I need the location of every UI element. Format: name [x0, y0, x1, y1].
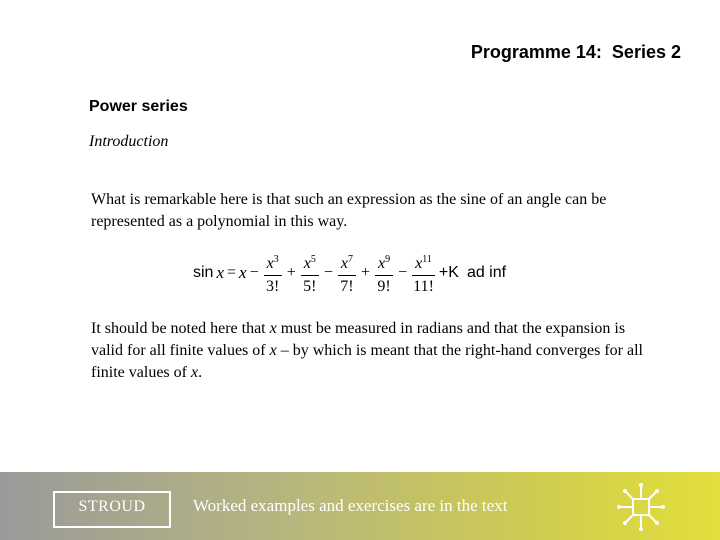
term-denominator: 7!: [340, 277, 354, 295]
term-sign: −: [398, 264, 408, 281]
term-denominator: 5!: [303, 277, 317, 295]
equation-lhs-sin: sin: [193, 264, 214, 281]
term-sign: −: [249, 264, 259, 281]
series-term: [375, 251, 393, 296]
term-exponent: 7: [348, 253, 353, 265]
footer-note: Worked examples and exercises are in the text: [193, 496, 508, 515]
term-exponent: 9: [385, 253, 391, 265]
series-term: [412, 251, 435, 296]
equation-first-term: x: [239, 263, 247, 282]
note-variable: x: [190, 364, 199, 381]
term-numerator: x: [303, 254, 311, 272]
section-heading: Power series: [89, 98, 188, 115]
note-text: – by which is meant that the right-hand converges for all finite values of: [91, 342, 643, 381]
term-numerator: x: [378, 254, 386, 272]
equation-lhs-variable: x: [216, 263, 224, 282]
equation-equals: =: [227, 264, 237, 281]
stroud-logo-text: STROUD: [78, 497, 146, 515]
intro-paragraph: What is remarkable here is that such an expression as the sine of an angle can be represented as a polynomial in this way.: [91, 191, 607, 230]
equation-continuation: +K: [438, 264, 459, 281]
note-text: .: [198, 364, 203, 381]
note-variable: x: [269, 342, 277, 359]
term-sign: +: [286, 264, 296, 281]
stroud-logo: [53, 491, 171, 528]
series-term: [338, 251, 356, 296]
radians-note-paragraph: [91, 318, 651, 384]
equation-tail: ad inf: [466, 264, 507, 281]
term-exponent: 3: [273, 253, 279, 265]
term-denominator: 3!: [266, 277, 280, 295]
sine-series-equation: [193, 248, 506, 298]
section-subheading: Introduction: [89, 133, 169, 150]
series-term: [301, 251, 319, 296]
programme-title: Programme 14: Series 2: [470, 42, 681, 62]
term-denominator: 9!: [377, 277, 391, 295]
term-denominator: 11!: [413, 277, 434, 295]
term-exponent: 5: [310, 253, 316, 265]
note-text: must be measured in radians and that the expansion is valid for all finite values of: [91, 320, 626, 359]
term-numerator: x: [415, 254, 423, 272]
term-numerator: x: [266, 254, 274, 272]
term-numerator: x: [340, 254, 348, 272]
footer-bar: [0, 472, 720, 540]
navigation-icon[interactable]: [616, 482, 666, 532]
note-variable: x: [269, 320, 277, 337]
term-exponent: 11: [422, 253, 432, 265]
term-sign: −: [323, 264, 333, 281]
term-sign: +: [361, 264, 371, 281]
series-term: [264, 251, 282, 296]
note-text: It should be noted here that: [91, 320, 270, 337]
